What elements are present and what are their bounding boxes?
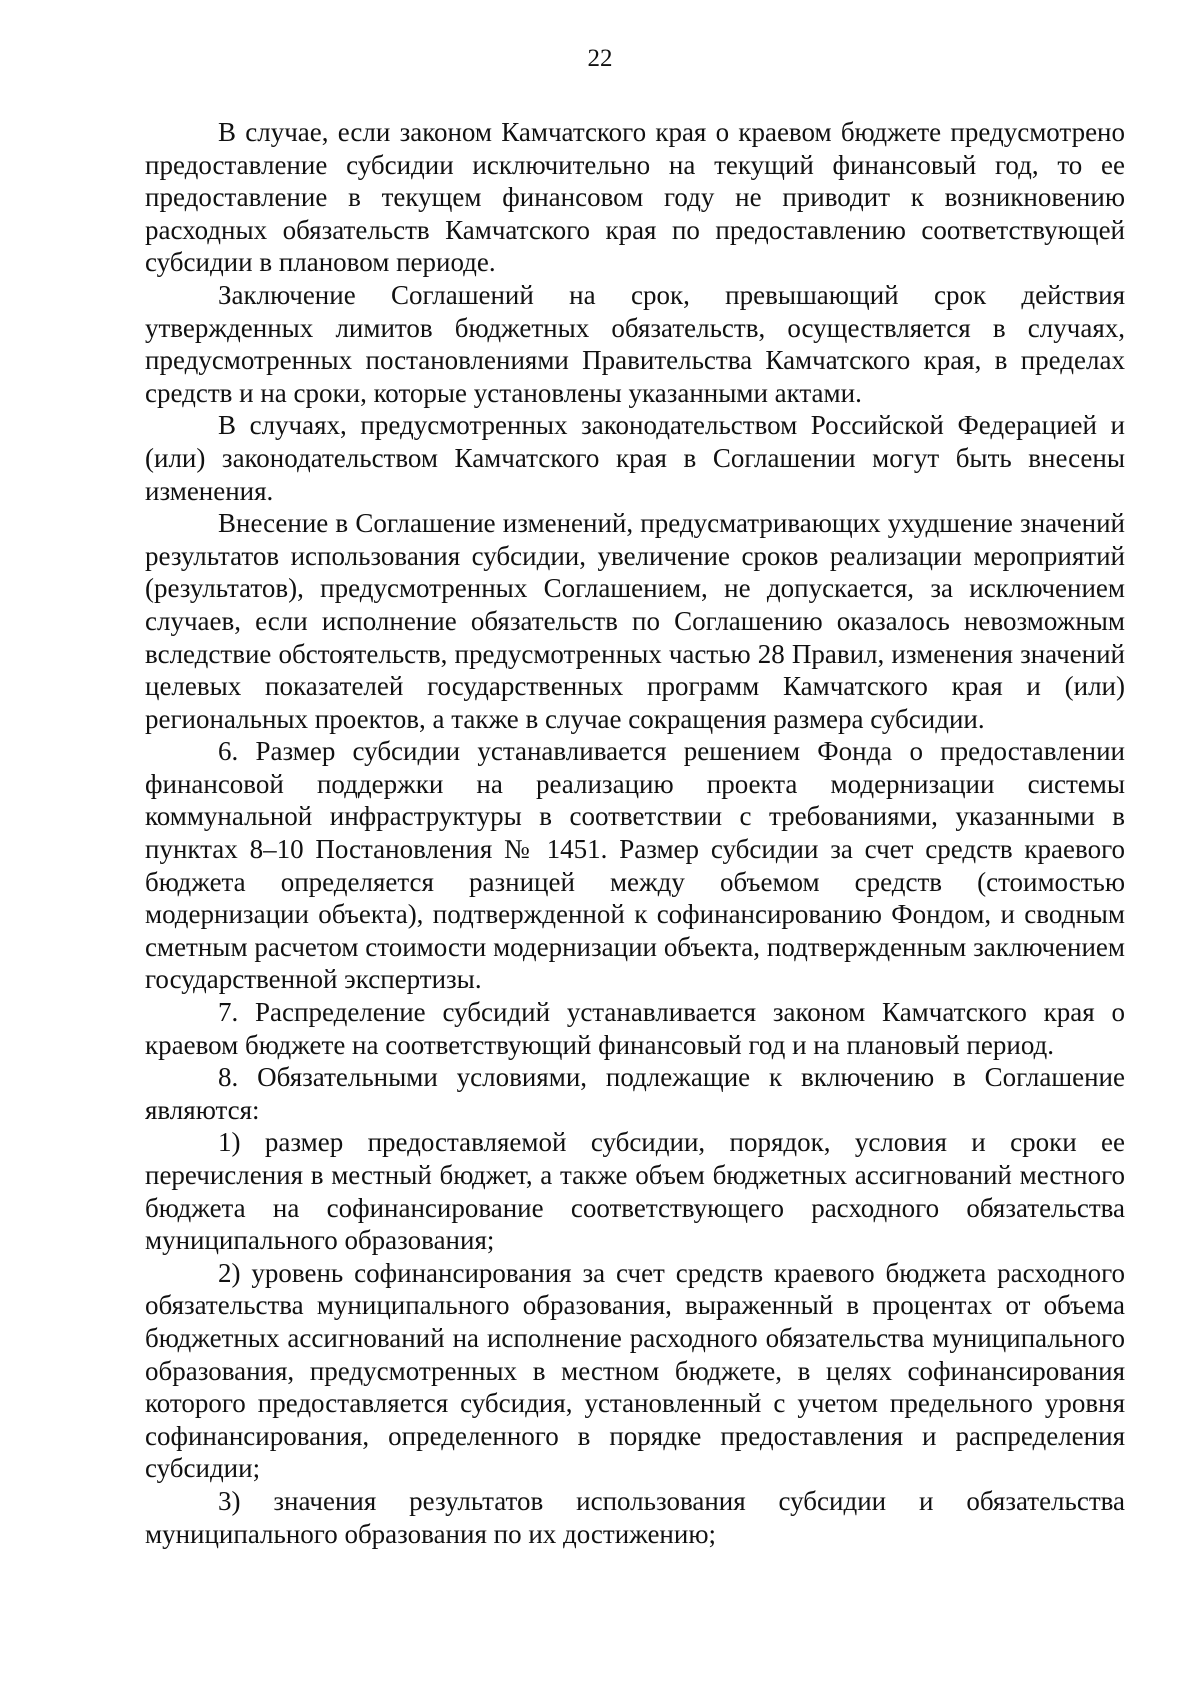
paragraph-item-7: 7. Распределение субсидий устанавливается законом Камчатского края о краевом бюджете на соответствующий финансовый год и на плановый период. <box>145 997 1125 1060</box>
paragraph-current-year-subsidy: В случае, если законом Камчатского края о краевом бюджете предусмотрено предоставление субсидии исключительно на текущий финансовый год, то ее предоставление в текущем финансовом году не приводит к возникновению расходных обязательств Камчатского края по предоставлению соответствующей субсидии в плановом периоде. <box>145 117 1125 278</box>
paragraph-item-8: 8. Обязательными условиями, подлежащие к включению в Соглашение являются: <box>145 1062 1125 1125</box>
paragraph-item-6: 6. Размер субсидии устанавливается решением Фонда о предоставлении финансовой поддержки на реализацию проекта модернизации системы коммунальной инфраструктуры в соответствии с требованиями, указанными в пунктах 8–10 Постановления № 1451. Размер субсидии за счет средств краевого бюджета определяется разницей между объемом средств (стоимостью модернизации объекта), подтвержденной к софинансированию Фондом, и сводным сметным расчетом стоимости модернизации объекта, подтвержденным заключением государственной экспертизы. <box>145 736 1125 995</box>
list-item-3: 3) значения результатов использования субсидии и обязательства муниципального образования по их достижению; <box>145 1485 1125 1549</box>
paragraph-agreement-term: Заключение Соглашений на срок, превышающий срок действия утвержденных лимитов бюджетных обязательств, осуществляется в случаях, предусмотренных постановлениями Правительства Камчатского края, в пределах средств и на сроки, которые установлены указанными актами. <box>145 279 1125 408</box>
list-item-2: 2) уровень софинансирования за счет средств краевого бюджета расходного обязательства муниципального образования, выраженный в процентах от объема бюджетных ассигнований на исполнение расходного обязательства муниципального образования, предусмотренных в местном бюджете, в целях софинансирования которого предоставляется субсидия, установленный с учетом предельного уровня софинансирования, определенного в порядке предоставления и распределения субсидии; <box>145 1257 1125 1484</box>
page-number: 22 <box>587 45 613 72</box>
document-body <box>145 116 1125 1550</box>
paragraph-changes-restrictions: Внесение в Соглашение изменений, предусматривающих ухудшение значений результатов использования субсидии, увеличение сроков реализации мероприятий (результатов), предусмотренных Соглашением, не допускается, за исключением случаев, если исполнение обязательств по Соглашению оказалось невозможным вследствие обстоятельств, предусмотренных частью 28 Правил, изменения значений целевых показателей государственных программ Камчатского края и (или) региональных проектов, а также в случае сокращения размера субсидии. <box>145 508 1125 734</box>
paragraph-agreement-changes: В случаях, предусмотренных законодательством Российской Федерацией и (или) законодательством Камчатского края в Соглашении могут быть внесены изменения. <box>145 410 1125 506</box>
list-item-1: 1) размер предоставляемой субсидии, порядок, условия и сроки ее перечисления в местный бюджет, а также объем бюджетных ассигнований местного бюджета на софинансирование соответствующего расходного обязательства муниципального образования; <box>145 1127 1125 1256</box>
